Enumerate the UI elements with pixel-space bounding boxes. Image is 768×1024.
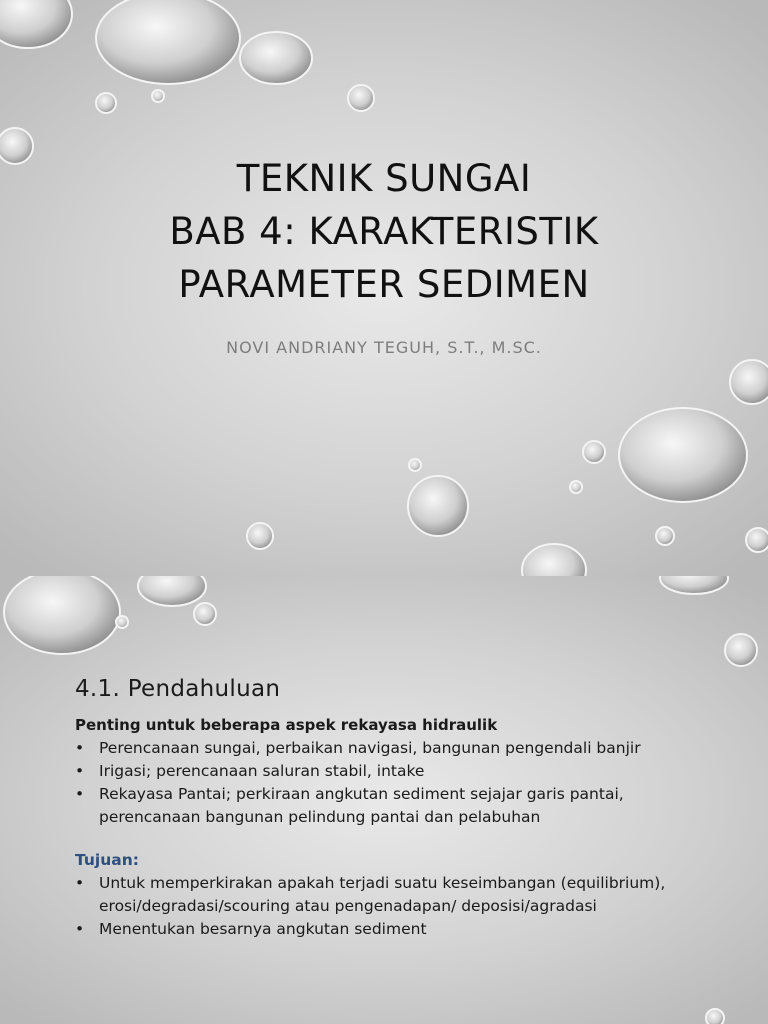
tujuan-list [75,872,675,941]
slide-title [0,152,768,311]
intro-text: Penting untuk beberapa aspek rekayasa hidraulik [75,716,498,734]
list-item: • Irigasi; perencanaan saluran stabil, intake [75,760,675,783]
title-line-3: PARAMETER SEDIMEN [178,263,590,306]
list-item: • Untuk memperkirakan apakah terjadi suatu keseimbangan (equilibrium), erosi/degradasi/scouring atau pengenadapan/ deposisi/agradasi [75,872,675,918]
section-heading: 4.1. Pendahuluan [75,676,281,702]
list-item: • Rekayasa Pantai; perkiraan angkutan sediment sejajar garis pantai, perencanaan bangunan pelindung pantai dan pelabuhan [75,783,675,829]
list-item: • Perencanaan sungai, perbaikan navigasi, bangunan pengendali banjir [75,737,675,760]
list-item: • Menentukan besarnya angkutan sediment [75,918,675,941]
title-line-2: BAB 4: KARAKTERISTIK [169,210,599,253]
title-line-1: TEKNIK SUNGAI [236,157,532,200]
content-slide [0,576,768,1024]
tujuan-heading: Tujuan: [75,851,139,869]
slide-body [75,676,675,941]
author-subtitle: NOVI ANDRIANY TEGUH, S.T., M.SC. [226,338,542,357]
aspects-list [75,737,675,829]
